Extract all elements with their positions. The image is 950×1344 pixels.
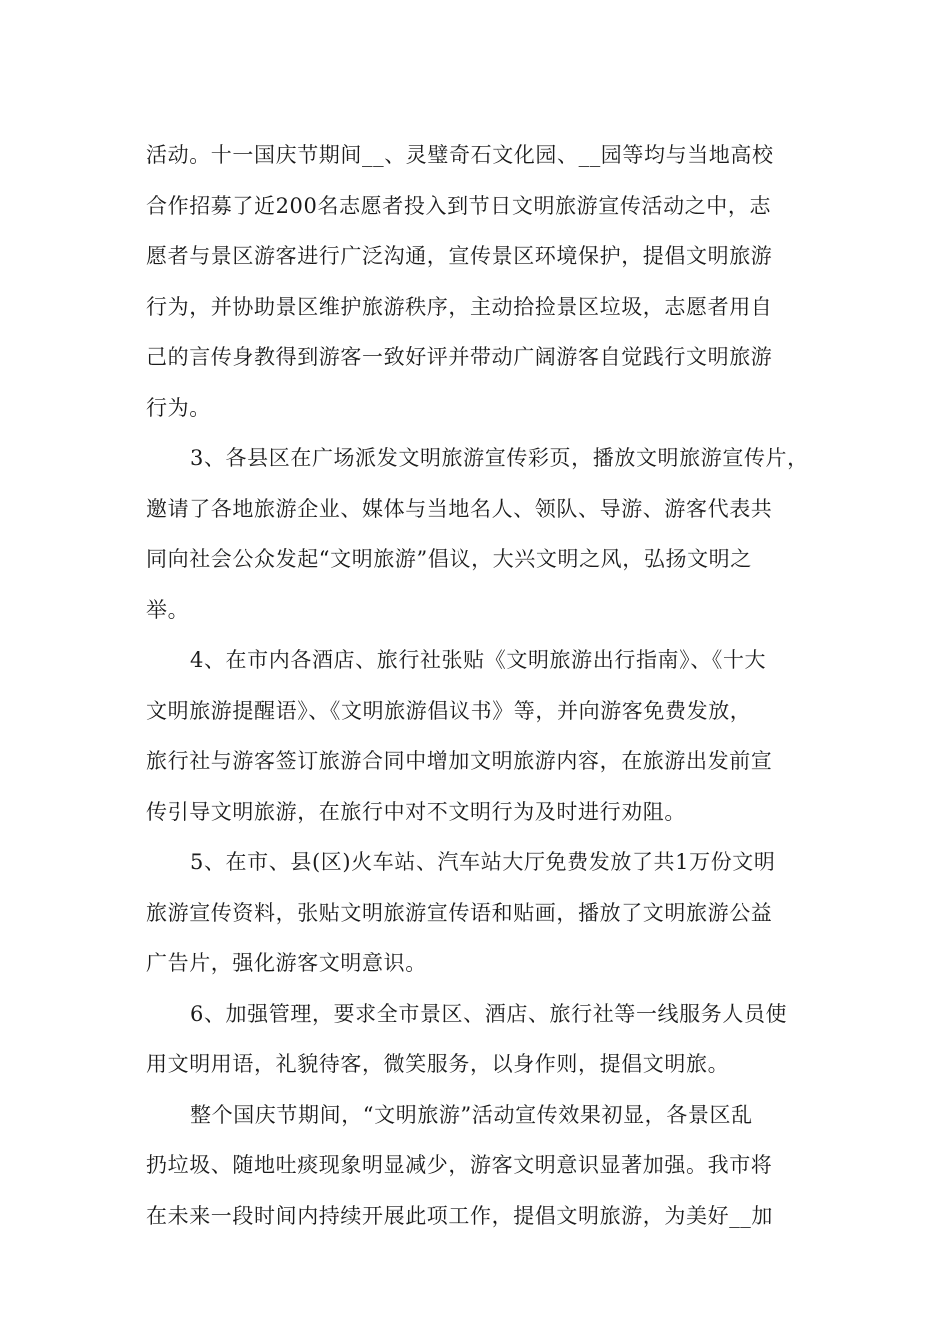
text-line: 旅行社与游客签订旅游合同中增加文明旅游内容，在旅游出发前宣 [146, 749, 773, 773]
text-line: 活动。十一国庆节期间__、灵璧奇石文化园、__园等均与当地高校 [146, 143, 774, 167]
text-line: 合作招募了近200名志愿者投入到节日文明旅游宣传活动之中，志 [146, 193, 772, 218]
text-line: 文明旅游提醒语》、《文明旅游倡议书》等，并向游客免费发放， [146, 698, 752, 723]
text-line: 己的言传身教得到游客一致好评并带动广阔游客自觉践行文明旅游 [146, 345, 773, 369]
paragraph-start-line: 整个国庆节期间，“文明旅游”活动宣传效果初显，各景区乱 [190, 1102, 753, 1127]
paragraph-start-line: 4、在市内各酒店、旅行社张贴《文明旅游出行指南》、《十大 [190, 648, 767, 672]
text-line: 广告片，强化游客文明意识。 [146, 951, 427, 975]
paragraph-start-line: 3、各县区在广场派发文明旅游宣传彩页，播放文明旅游宣传片， [190, 446, 809, 470]
paragraph-start-line: 5、在市、县(区)火车站、汽车站大厅免费发放了共1万份文明 [190, 850, 776, 874]
text-line: 扔垃圾、随地吐痰现象明显减少，游客文明意识显著加强。我市将 [146, 1153, 773, 1177]
text-line: 旅游宣传资料，张贴文明旅游宣传语和贴画，播放了文明旅游公益 [146, 900, 773, 925]
text-line: 用文明用语，礼貌待客，微笑服务，以身作则，提倡文明旅。 [146, 1052, 730, 1076]
text-line: 行为。 [146, 395, 211, 420]
text-line: 举。 [146, 597, 190, 622]
body-text [146, 130, 826, 1241]
text-line: 同向社会公众发起“文明旅游”倡议，大兴文明之风，弘扬文明之 [146, 547, 752, 571]
text-line: 传引导文明旅游，在旅行中对不文明行为及时进行劝阻。 [146, 799, 686, 824]
text-line: 行为，并协助景区维护旅游秩序，主动拾捡景区垃圾，志愿者用自 [146, 294, 773, 319]
text-line: 在未来一段时间内持续开展此项工作，提倡文明旅游，为美好__加 [146, 1203, 773, 1228]
text-line: 邀请了各地旅游企业、媒体与当地名人、领队、导游、游客代表共 [146, 496, 773, 521]
paragraph-start-line: 6、加强管理，要求全市景区、酒店、旅行社等一线服务人员使 [190, 1001, 788, 1026]
text-line: 愿者与景区游客进行广泛沟通，宣传景区环境保护，提倡文明旅游 [146, 244, 773, 268]
